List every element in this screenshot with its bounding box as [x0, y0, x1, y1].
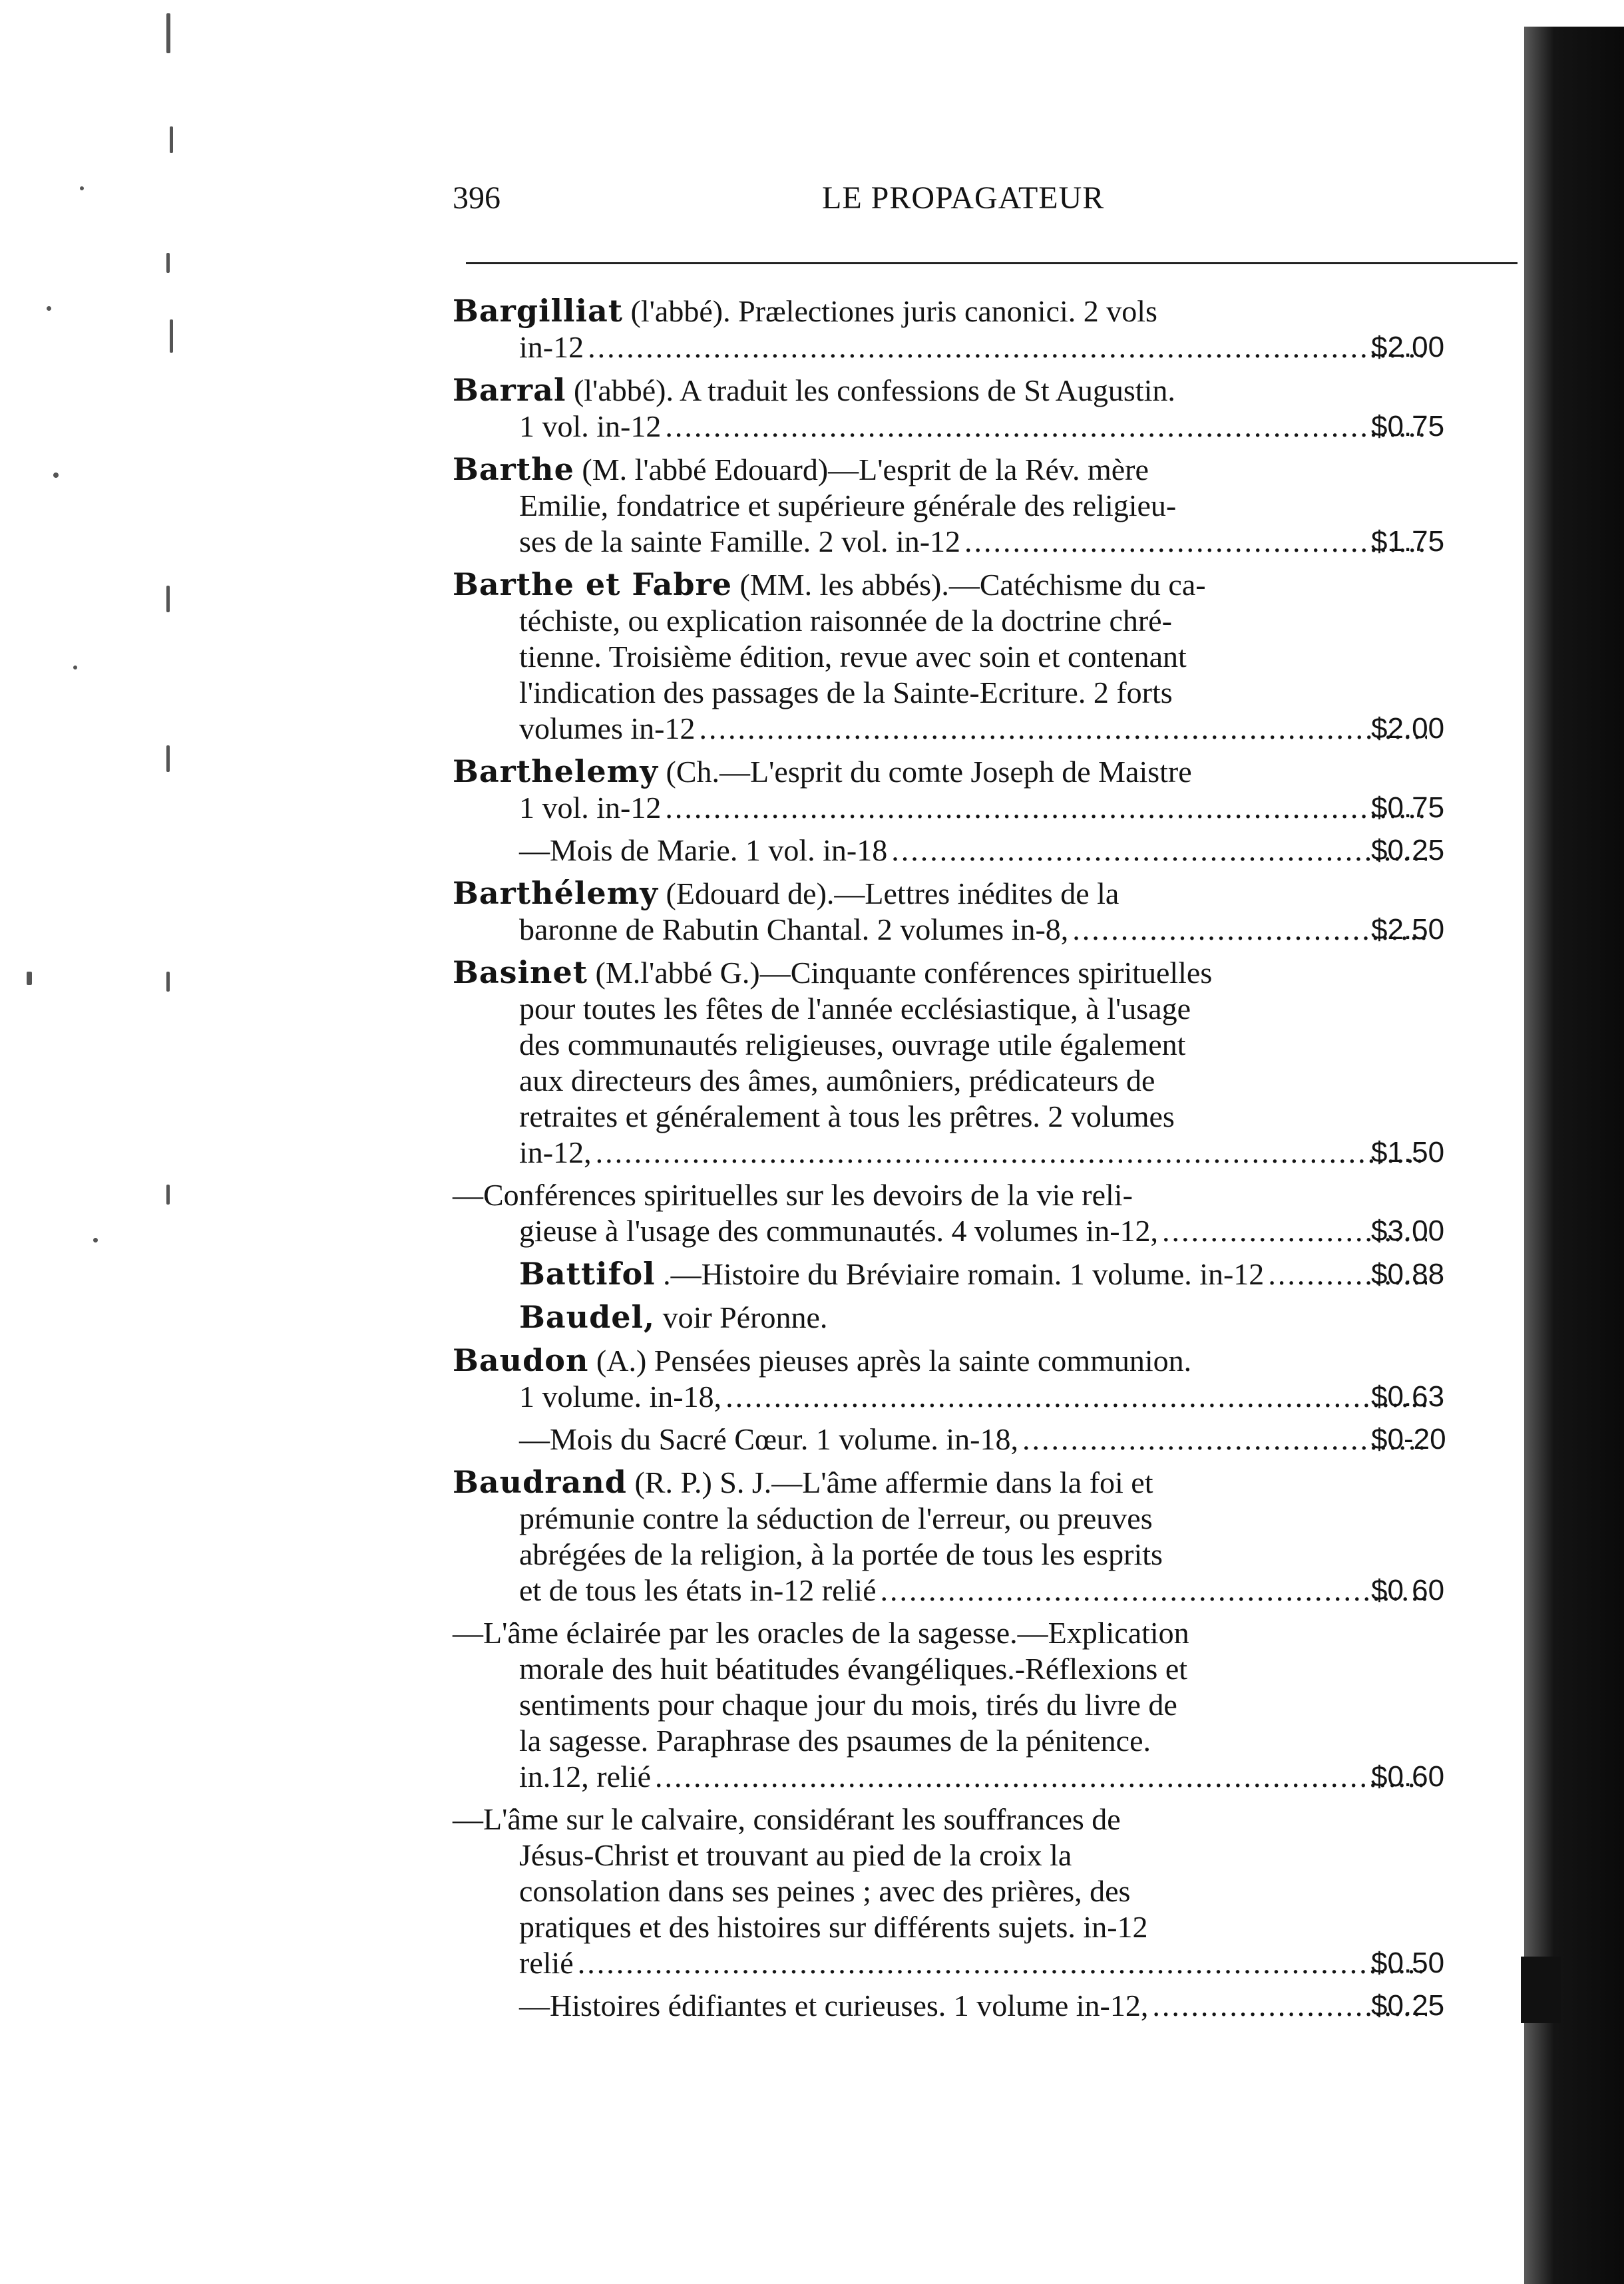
- catalogue-entry: [453, 1464, 1531, 1609]
- entry-price: $0-20: [1371, 1423, 1446, 1455]
- entry-author: Baudel,: [519, 1299, 656, 1335]
- entry-author: Baudon: [453, 1342, 589, 1378]
- entry-price: $3.00: [1371, 1215, 1445, 1247]
- entry-author: Battifol: [519, 1256, 656, 1292]
- dot-leader: [588, 329, 1427, 365]
- entry-price: $0.25: [1371, 1989, 1445, 2022]
- entry-price: $0.60: [1371, 1760, 1445, 1793]
- entry-last-line: baronne de Rabutin Chantal. 2 volumes in-8,: [519, 912, 1069, 946]
- entry-last-line: 1 vol. in-12: [519, 409, 662, 443]
- dot-leader: [665, 409, 1427, 445]
- entry-text-line: (A.) Pensées pieuses après la sainte communion.: [596, 1344, 1192, 1378]
- entry-last-line: —Histoires édifiantes et curieuses. 1 volume in-12,: [519, 1989, 1149, 2022]
- entry-author: Baudrand: [453, 1464, 627, 1500]
- entry-last-line: gieuse à l'usage des communautés. 4 volumes in-12,: [519, 1214, 1159, 1248]
- entry-text-line: téchiste, ou explication raisonnée de la doctrine chré-: [519, 604, 1172, 638]
- catalogue-entry: [453, 1299, 1531, 1336]
- catalogue-entry: [453, 1988, 1531, 2024]
- entry-price: $0.75: [1371, 410, 1445, 443]
- entry-last-line: in.12, relié: [519, 1760, 651, 1794]
- page-number: 396: [453, 180, 501, 216]
- entry-author: Barthe: [453, 451, 574, 487]
- entry-text-line: des communautés religieuses, ouvrage utile également: [519, 1028, 1186, 1061]
- entry-text-line: aux directeurs des âmes, aumôniers, prédicateurs de: [519, 1063, 1155, 1097]
- entry-text-line: consolation dans ses peines ; avec des prières, des: [519, 1874, 1131, 1908]
- dot-leader: [665, 790, 1427, 826]
- entry-text-line: retraites et généralement à tous les prêtres. 2 volumes: [519, 1099, 1175, 1133]
- catalogue-entry: [453, 1422, 1531, 1457]
- entry-last-line: in-12,: [519, 1135, 592, 1169]
- entry-last-line: voir Péronne.: [662, 1300, 828, 1334]
- catalogue-entry: [453, 833, 1531, 868]
- entry-price: $0.75: [1371, 791, 1445, 824]
- entry-text-line: (R. P.) S. J.—L'âme affermie dans la foi et: [634, 1465, 1153, 1499]
- dot-leader: [891, 833, 1427, 868]
- entry-last-line: ses de la sainte Famille. 2 vol. in-12: [519, 524, 961, 558]
- dot-leader: [1022, 1422, 1427, 1457]
- catalogue-entry: [453, 875, 1531, 948]
- entry-price: $0.50: [1371, 1947, 1445, 1979]
- entry-last-line: volumes in-12: [519, 711, 696, 745]
- entry-last-line: —Mois du Sacré Cœur. 1 volume. in-18,: [519, 1422, 1018, 1456]
- dot-leader: [725, 1379, 1427, 1415]
- entry-text-line: —Conférences spirituelles sur les devoirs de la vie reli-: [453, 1178, 1133, 1212]
- catalogue-entry: [453, 372, 1531, 445]
- entry-author: Basinet: [453, 954, 588, 990]
- entry-author: Barthelemy: [453, 753, 659, 789]
- scan-dark-edge: [1524, 27, 1624, 2284]
- entry-last-line: in-12: [519, 330, 584, 364]
- entry-author: Barthe et Fabre: [453, 566, 733, 602]
- entry-price: $0.25: [1371, 834, 1445, 866]
- entry-author: Bargilliat: [453, 293, 624, 329]
- entry-last-line: et de tous les états in-12 relié: [519, 1573, 877, 1607]
- entry-text-line: (Edouard de).—Lettres inédites de la: [666, 876, 1119, 910]
- catalogue-entry: [453, 1177, 1531, 1249]
- entry-price: $0.88: [1371, 1258, 1445, 1290]
- entry-price: $2.00: [1371, 712, 1445, 745]
- page-header: [453, 180, 1491, 233]
- entry-last-line: relié: [519, 1946, 574, 1980]
- entry-text-line: (l'abbé). A traduit les confessions de St Augustin.: [573, 373, 1175, 407]
- entry-text-line: Emilie, fondatrice et supérieure générale des religieu-: [519, 488, 1177, 522]
- entry-last-line: 1 vol. in-12: [519, 791, 662, 825]
- entry-price: $0 60: [1371, 1574, 1445, 1607]
- entry-text-line: (M.l'abbé G.)—Cinquante conférences spirituelles: [595, 956, 1213, 990]
- entry-text-line: la sagesse. Paraphrase des psaumes de la pénitence.: [519, 1724, 1151, 1758]
- running-title: LE PROPAGATEUR: [822, 180, 1105, 216]
- entry-text-line: —L'âme éclairée par les oracles de la sagesse.—Explication: [453, 1616, 1189, 1650]
- entry-price: $0.63: [1371, 1380, 1445, 1413]
- entry-last-line: .—Histoire du Bréviaire romain. 1 volume. in-12: [663, 1257, 1265, 1291]
- entry-text-line: sentiments pour chaque jour du mois, tirés du livre de: [519, 1688, 1177, 1722]
- catalogue-entry: [453, 1802, 1531, 1981]
- dot-leader: [964, 524, 1427, 560]
- header-rule: [466, 262, 1518, 264]
- entry-last-line: 1 volume. in-18,: [519, 1380, 722, 1414]
- entry-text-line: l'indication des passages de la Sainte-Ecriture. 2 forts: [519, 675, 1173, 709]
- entry-author: Barthélemy: [453, 875, 659, 911]
- dot-leader: [699, 711, 1427, 747]
- scan-margin-specks: [0, 0, 200, 2284]
- dot-leader: [596, 1135, 1427, 1171]
- entry-text-line: prémunie contre la séduction de l'erreur, ou preuves: [519, 1501, 1153, 1535]
- entry-price: $2.50: [1371, 913, 1445, 946]
- catalogue-entries: [453, 293, 1531, 2030]
- entry-text-line: (l'abbé). Prælectiones juris canonici. 2 vols: [630, 294, 1157, 328]
- catalogue-entry: [453, 451, 1531, 560]
- entry-text-line: pour toutes les fêtes de l'année ecclésiastique, à l'usage: [519, 992, 1191, 1026]
- entry-text-line: —L'âme sur le calvaire, considérant les souffrances de: [453, 1802, 1121, 1836]
- entry-text-line: Jésus-Christ et trouvant au pied de la croix la: [519, 1838, 1072, 1872]
- dot-leader: [655, 1759, 1427, 1795]
- entry-text-line: (MM. les abbés).—Catéchisme du ca-: [739, 568, 1206, 602]
- dot-leader: [578, 1945, 1427, 1981]
- entry-text-line: (M. l'abbé Edouard)—L'esprit de la Rév. mère: [582, 453, 1149, 486]
- entry-author: Barral: [453, 372, 566, 408]
- entry-text-line: abrégées de la religion, à la portée de tous les esprits: [519, 1537, 1163, 1571]
- catalogue-entry: [453, 566, 1531, 747]
- entry-text-line: morale des huit béatitudes évangéliques.-Réflexions et: [519, 1652, 1188, 1686]
- catalogue-entry: [453, 293, 1531, 365]
- dot-leader: [881, 1573, 1427, 1609]
- entry-price: $1.50: [1371, 1136, 1445, 1169]
- entry-price: $1.75: [1371, 525, 1445, 558]
- catalogue-entry: [453, 954, 1531, 1171]
- entry-text-line: pratiques et des histoires sur différents sujets. in-12: [519, 1910, 1148, 1944]
- catalogue-entry: [453, 1256, 1531, 1292]
- catalogue-entry: [453, 1615, 1531, 1795]
- entry-text-line: tienne. Troisième édition, revue avec soin et contenant: [519, 640, 1187, 673]
- catalogue-entry: [453, 1342, 1531, 1415]
- entry-last-line: —Mois de Marie. 1 vol. in-18: [519, 833, 888, 867]
- catalogue-entry: [453, 753, 1531, 826]
- entry-price: $2.00: [1371, 331, 1445, 363]
- entry-text-line: (Ch.—L'esprit du comte Joseph de Maistre: [666, 755, 1192, 789]
